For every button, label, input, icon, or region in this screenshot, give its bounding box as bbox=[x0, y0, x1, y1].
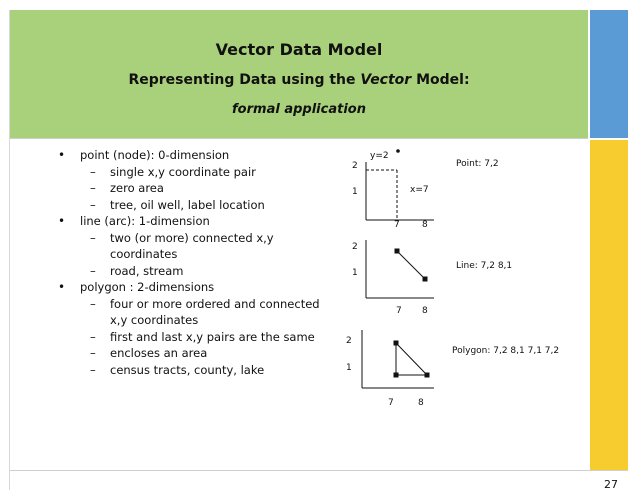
polygon-y-tick-top: 2 bbox=[346, 336, 352, 346]
line-diagram bbox=[352, 240, 512, 316]
point-y-tick-bottom: 1 bbox=[352, 187, 358, 197]
line-y-tick-bottom: 1 bbox=[352, 268, 358, 278]
point-note-y: y=2 bbox=[370, 151, 389, 161]
sub-bullet bbox=[58, 230, 338, 247]
sub-bullet-text: coordinates bbox=[110, 247, 178, 261]
polygon-x-tick-right: 8 bbox=[418, 398, 424, 408]
sub-bullet-text: encloses an area bbox=[110, 346, 208, 360]
line-y-tick-top: 2 bbox=[352, 242, 358, 252]
sub-bullet bbox=[58, 296, 338, 313]
bullet-polygon bbox=[58, 279, 338, 296]
yellow-accent-bar bbox=[590, 140, 628, 470]
line-vertex-start bbox=[395, 249, 400, 254]
sub-bullet-continuation bbox=[58, 246, 338, 263]
sub-bullet-text: tree, oil well, label location bbox=[110, 197, 265, 212]
page-number: 27 bbox=[604, 478, 618, 491]
dash-icon: – bbox=[90, 362, 96, 377]
diagrams-svg bbox=[330, 140, 590, 470]
dash-icon: – bbox=[90, 329, 96, 344]
sub-bullet bbox=[58, 329, 338, 346]
polygon-vertex-2 bbox=[425, 373, 430, 378]
dash-icon: – bbox=[90, 296, 96, 311]
bullet-dot-icon: • bbox=[58, 214, 66, 228]
sub-bullet-text: four or more ordered and connected bbox=[110, 296, 320, 311]
sub-bullet-text: road, stream bbox=[110, 263, 184, 278]
dash-icon: – bbox=[90, 197, 96, 212]
line-vertex-end bbox=[423, 277, 428, 282]
footer-divider bbox=[10, 470, 628, 471]
sub-bullet-text: x,y coordinates bbox=[110, 313, 199, 327]
slide-subtitle-secondary: formal application bbox=[232, 102, 366, 117]
sub-bullet bbox=[58, 197, 338, 214]
point-note-x: x=7 bbox=[410, 185, 429, 195]
bullet-dot-icon: • bbox=[58, 280, 66, 294]
subtitle-text-after: Model: bbox=[411, 72, 470, 88]
bullet-line bbox=[58, 213, 338, 230]
sub-bullet-text: first and last x,y pairs are the same bbox=[110, 329, 315, 344]
bullet-point-label: point (node): 0-dimension bbox=[80, 148, 230, 162]
polygon-y-tick-bottom: 1 bbox=[346, 363, 352, 373]
bullet-dot-icon: • bbox=[58, 148, 66, 162]
polygon-vertex-3 bbox=[394, 373, 399, 378]
dash-icon: – bbox=[90, 230, 96, 245]
point-marker bbox=[396, 149, 400, 153]
polygon-vertex-1 bbox=[394, 341, 399, 346]
sub-bullet-continuation bbox=[58, 312, 338, 329]
slide-subtitle bbox=[10, 72, 588, 88]
sub-bullet-text: single x,y coordinate pair bbox=[110, 164, 256, 179]
sub-bullet-text: zero area bbox=[110, 181, 164, 195]
dash-icon: – bbox=[90, 164, 96, 179]
point-y-tick-top: 2 bbox=[352, 161, 358, 171]
dash-icon: – bbox=[90, 346, 96, 360]
polygon-diagram bbox=[346, 330, 559, 408]
sub-bullet bbox=[58, 164, 338, 181]
bullet-list bbox=[58, 147, 338, 378]
point-diagram bbox=[352, 149, 499, 230]
polygon-shape bbox=[396, 343, 427, 375]
sub-bullet bbox=[58, 362, 338, 379]
slide-title: Vector Data Model bbox=[215, 40, 383, 59]
polygon-caption: Polygon: 7,2 8,1 7,1 7,2 bbox=[452, 346, 560, 356]
point-x-tick-right: 8 bbox=[422, 220, 428, 230]
line-segment bbox=[397, 251, 425, 279]
line-caption: Line: 7,2 8,1 bbox=[456, 261, 513, 271]
sub-bullet bbox=[58, 263, 338, 280]
line-x-tick-right: 8 bbox=[422, 306, 428, 316]
point-caption: Point: 7,2 bbox=[456, 159, 499, 169]
header-divider bbox=[10, 138, 588, 139]
line-x-tick-left: 7 bbox=[396, 306, 402, 316]
bullet-point bbox=[58, 147, 338, 164]
subtitle-text-before: Representing Data using the bbox=[128, 72, 361, 88]
blue-accent-bar bbox=[590, 10, 628, 138]
bullet-line-label: line (arc): 1-dimension bbox=[80, 214, 210, 228]
vector-diagrams bbox=[330, 140, 590, 470]
bullet-polygon-label: polygon : 2-dimensions bbox=[80, 280, 215, 294]
dash-icon: – bbox=[90, 181, 96, 195]
sub-bullet-text: two (or more) connected x,y bbox=[110, 230, 274, 245]
polygon-x-tick-left: 7 bbox=[388, 398, 394, 408]
point-x-tick-left: 7 bbox=[394, 220, 400, 230]
sub-bullet-text: census tracts, county, lake bbox=[110, 362, 265, 377]
sub-bullet bbox=[58, 180, 338, 197]
subtitle-emphasis: Vector bbox=[360, 72, 412, 88]
dash-icon: – bbox=[90, 263, 96, 278]
sub-bullet bbox=[58, 345, 338, 362]
